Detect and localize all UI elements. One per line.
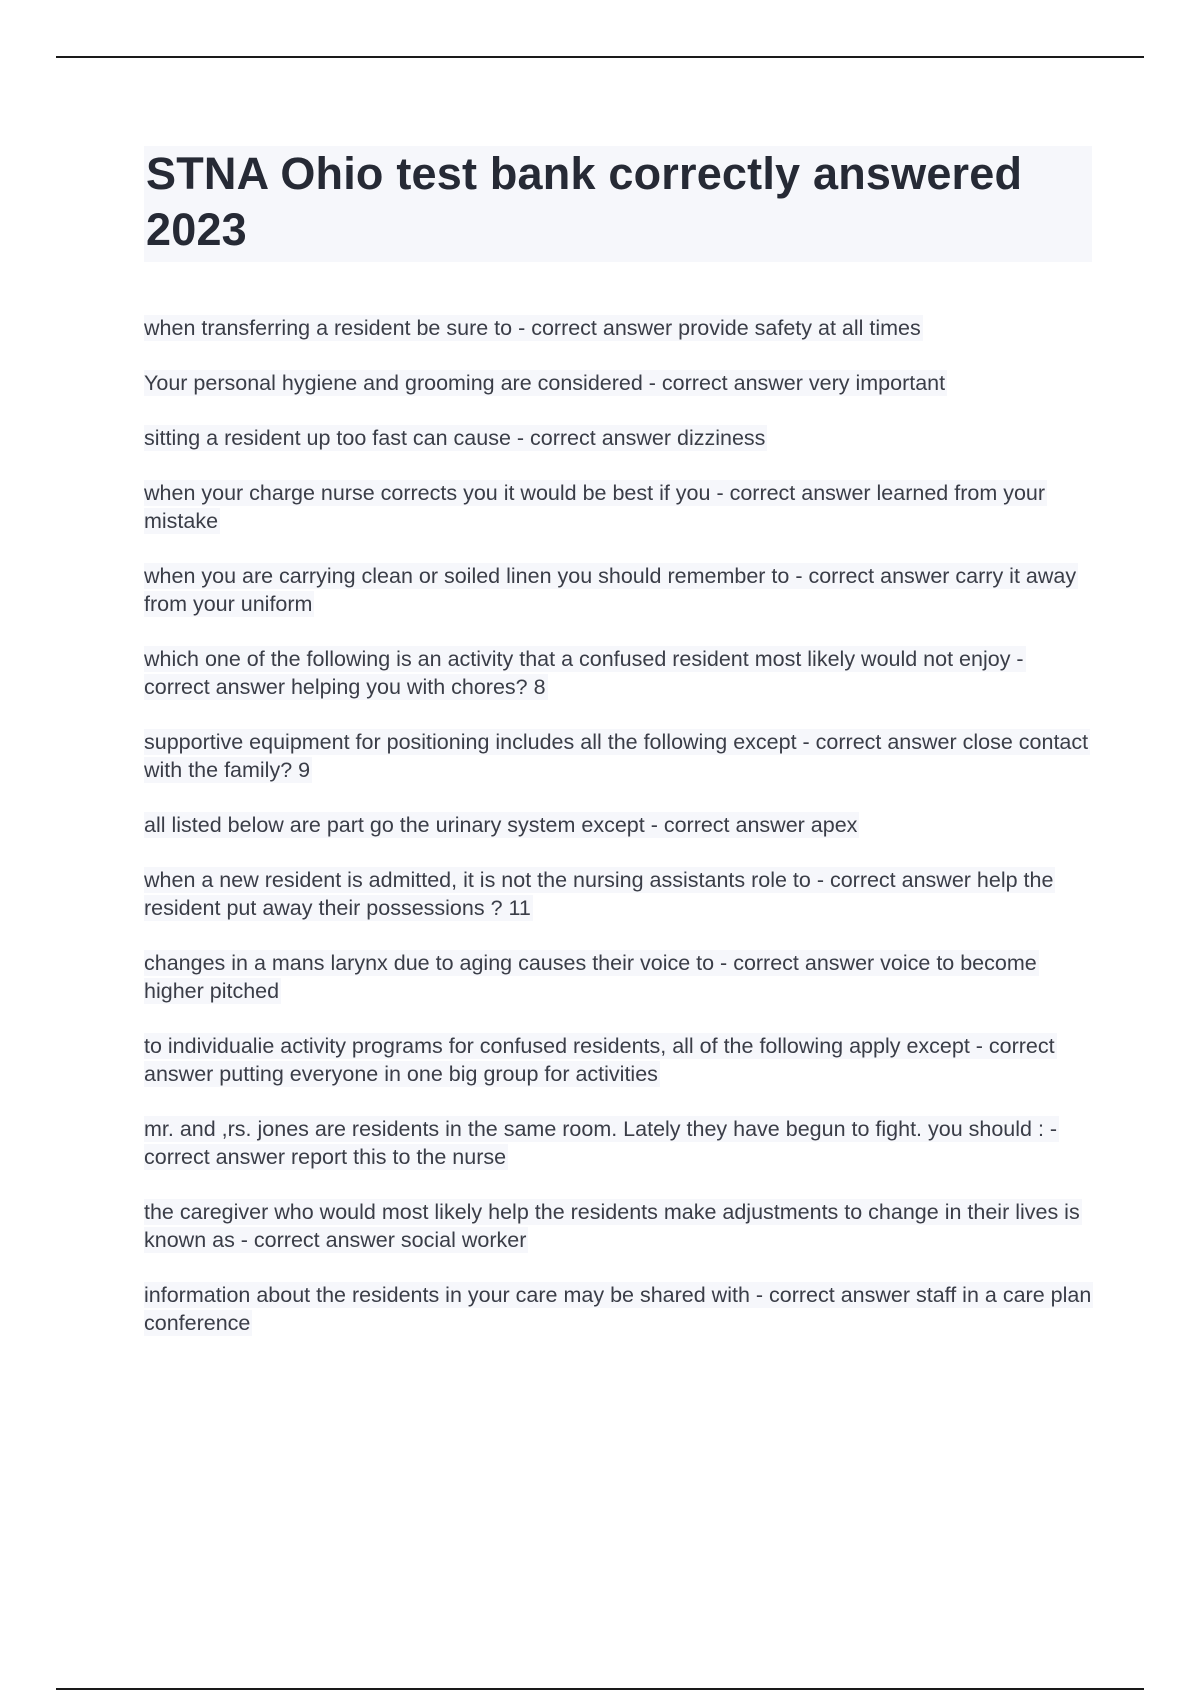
qa-list [144, 314, 1092, 1337]
qa-item [144, 1281, 1092, 1337]
qa-item [144, 562, 1092, 618]
qa-text: Your personal hygiene and grooming are considered - correct answer very important [144, 371, 946, 395]
document-title: STNA Ohio test bank correctly answered 2023 [146, 148, 1023, 255]
qa-text: which one of the following is an activity that a confused resident most likely would not enjoy - correct answer helping you with chores? 8 [144, 647, 1024, 699]
qa-item [144, 424, 1092, 452]
qa-item [144, 479, 1092, 535]
bottom-rule [56, 1688, 1144, 1690]
qa-text: the caregiver who would most likely help the residents make adjustments to change in their lives is known as - correct answer social worker [144, 1200, 1080, 1252]
qa-text: information about the residents in your care may be shared with - correct answer staff in a care plan conference [144, 1283, 1092, 1335]
qa-item [144, 811, 1092, 839]
qa-text: when transferring a resident be sure to - correct answer provide safety at all times [144, 316, 921, 340]
qa-text: when you are carrying clean or soiled linen you should remember to - correct answer carry it away from your uniform [144, 564, 1077, 616]
qa-text: when a new resident is admitted, it is not the nursing assistants role to - correct answer help the resident put away their possessions ? 11 [144, 868, 1054, 920]
qa-text: all listed below are part go the urinary system except - correct answer apex [144, 813, 858, 837]
qa-text: to individualie activity programs for confused residents, all of the following apply except - correct answer putting everyone in one big group for activities [144, 1034, 1055, 1086]
qa-text: mr. and ,rs. jones are residents in the same room. Lately they have begun to fight. you should : - correct answer report this to the nurse [144, 1117, 1058, 1169]
title-block [144, 146, 1092, 262]
qa-item [144, 949, 1092, 1005]
top-rule [56, 56, 1144, 58]
qa-item [144, 1032, 1092, 1088]
document-body [144, 146, 1092, 1364]
qa-item [144, 866, 1092, 922]
qa-item [144, 1198, 1092, 1254]
qa-item [144, 728, 1092, 784]
qa-item [144, 314, 1092, 342]
qa-text: when your charge nurse corrects you it would be best if you - correct answer learned from your mistake [144, 481, 1046, 533]
qa-text: changes in a mans larynx due to aging causes their voice to - correct answer voice to become higher pitched [144, 951, 1037, 1003]
qa-item [144, 645, 1092, 701]
qa-item [144, 369, 1092, 397]
qa-text: sitting a resident up too fast can cause - correct answer dizziness [144, 426, 766, 450]
qa-text: supportive equipment for positioning includes all the following except - correct answer close contact with the family? 9 [144, 730, 1089, 782]
qa-item [144, 1115, 1092, 1171]
